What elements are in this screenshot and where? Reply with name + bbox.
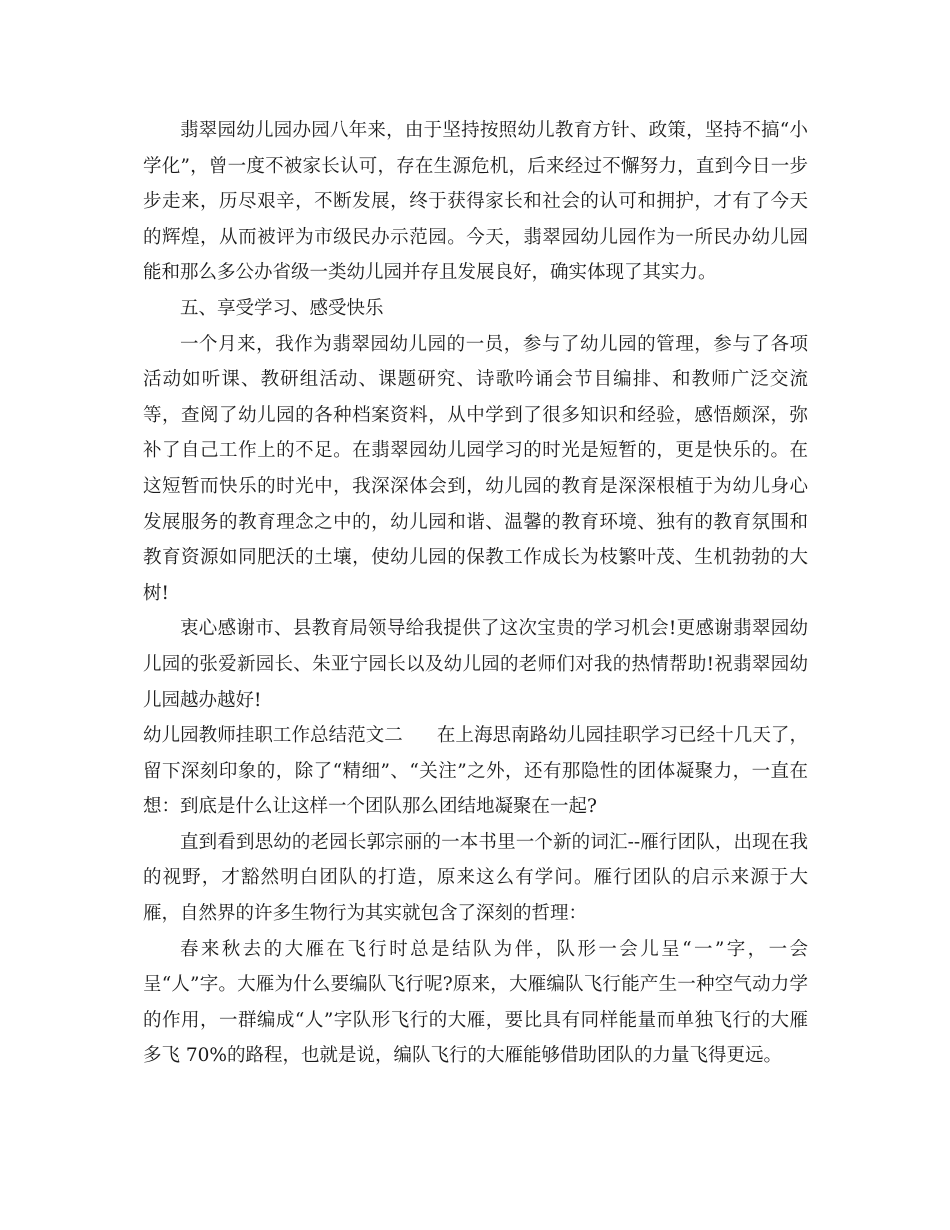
paragraph-thanks: 衷心感谢市、县教育局领导给我提供了这次宝贵的学习机会!更感谢翡翠园幼儿园的张爱新园长、朱亚宁园长以及幼儿园的老师们对我的热情帮助!祝翡翠园幼儿园越办越好! — [143, 618, 808, 711]
article-title-summary-two: 幼儿园教师挂职工作总结范文二 — [143, 725, 403, 747]
paragraph-geese-formation: 春来秋去的大雁在飞行时总是结队为伴，队形一会儿呈“一”字，一会呈“人”字。大雁为什么要编队飞行呢?原来，大雁编队飞行能产生一种空气动力学的作用，一群编成“人”字队形飞行的大雁，要比具有同样能量而单独飞行的大雁多飞 70%的路程，也就是说，编队飞行的大雁能够借助团队的力量飞得更远。 — [143, 938, 808, 1067]
paragraph-one-month-experience: 一个月来，我作为翡翠园幼儿园的一员，参与了幼儿园的管理，参与了各项活动如听课、教研组活动、课题研究、诗歌吟诵会节目编排、和教师广泛交流等，查阅了幼儿园的各种档案资料，从中学到了很多知识和经验，感悟颇深，弥补了自己工作上的不足。在翡翠园幼儿园学习的时光是短暂的，更是快乐的。在这短暂而快乐的时光中，我深深体会到，幼儿园的教育是深深根植于为幼儿身心发展服务的教育理念之中的，幼儿园和谐、温馨的教育环境、独有的教育氛围和教育资源如同肥沃的土壤，使幼儿园的保教工作成长为枝繁叶茂、生机勃勃的大树! — [143, 333, 808, 604]
paragraph-geese-team: 直到看到思幼的老园长郭宗丽的一本书里一个新的词汇--雁行团队，出现在我的视野，才豁然明白团队的打造，原来这么有学问。雁行团队的启示来源于大雁，自然界的许多生物行为其实就包含了深刻的哲理： — [143, 831, 808, 925]
document-body — [143, 113, 808, 1074]
paragraph-school-history: 翡翠园幼儿园办园八年来，由于坚持按照幼儿教育方针、政策，坚持不搞“小学化”，曾一度不被家长认可，存在生源危机，后来经过不懈努力，直到今日一步步走来，历尽艰辛，不断发展，终于获得家长和社会的认可和拥护，才有了今天的辉煌，从而被评为市级民办示范园。今天，翡翠园幼儿园作为一所民办幼儿园能和那么多公办省级一类幼儿园并存且发展良好，确实体现了其实力。 — [143, 120, 808, 284]
paragraph-summary-two — [143, 718, 808, 825]
paragraph-shanghai-intro: 在上海思南路幼儿园挂职学习已经十几天了，留下深刻印象的，除了“精细”、“关注”之外，还有那隐性的团体凝聚力，一直在想：到底是什么让这样一个团队那么团结地凝聚在一起? — [143, 725, 808, 818]
section-heading-enjoy-learning: 五、享受学习、感受快乐 — [180, 297, 384, 319]
